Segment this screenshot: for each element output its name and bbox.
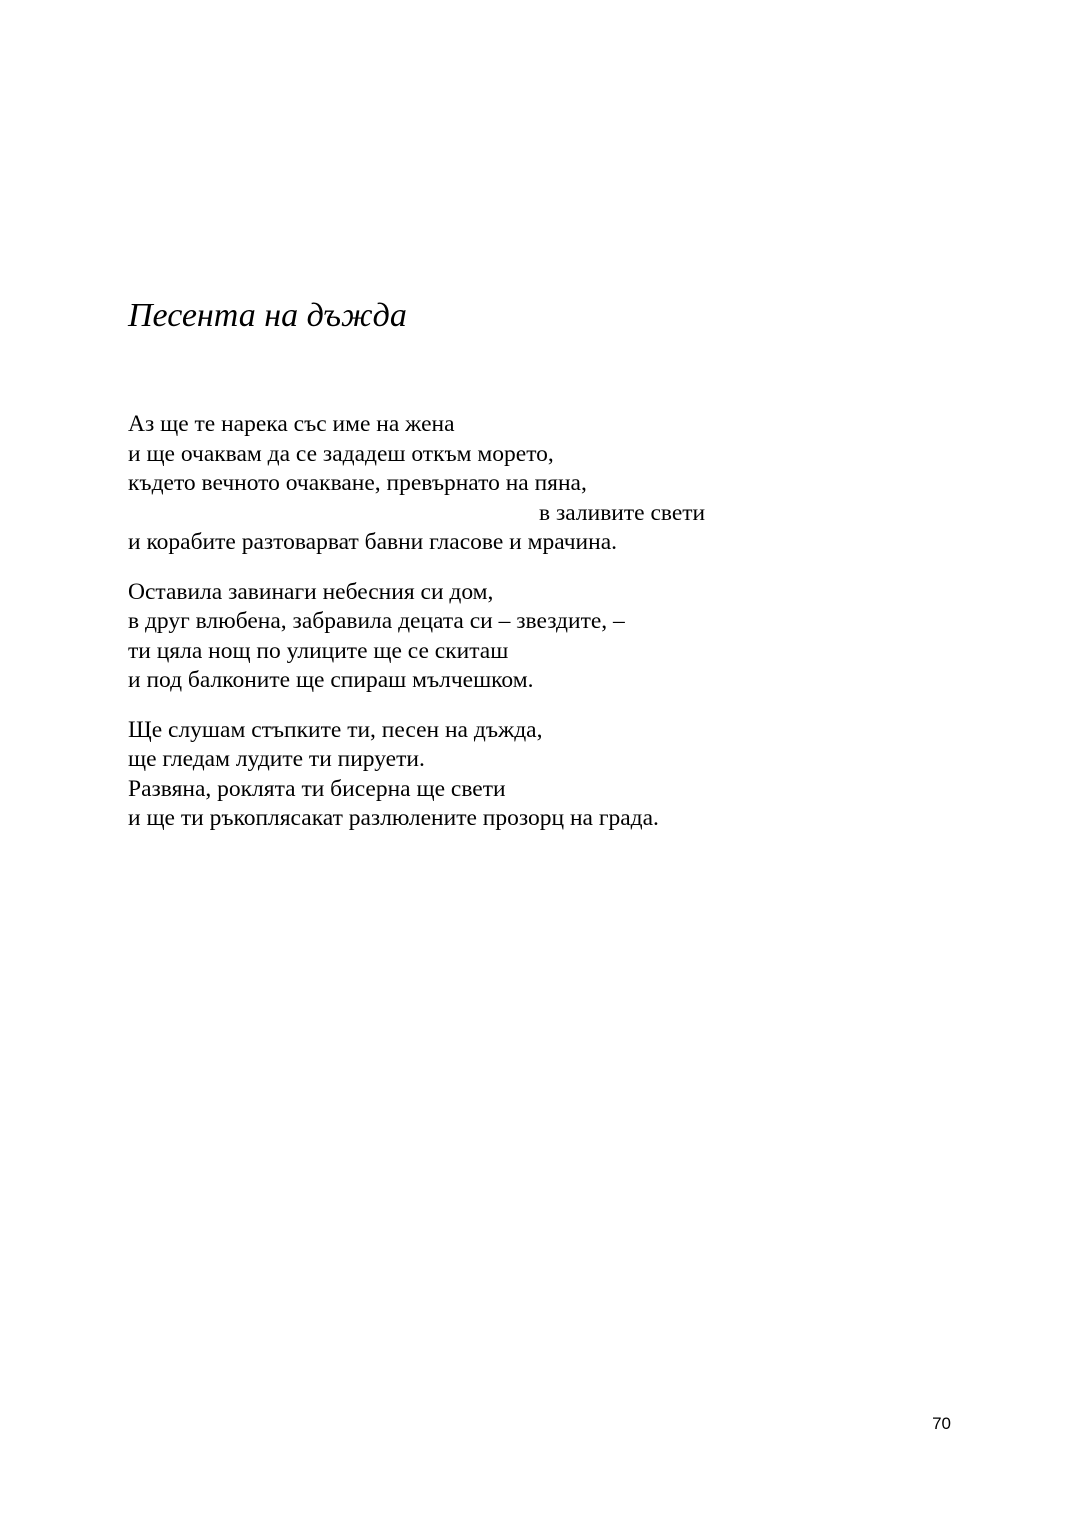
stanza-1 bbox=[128, 410, 828, 558]
poem-line: в друг влюбена, забравила децата си – звездите, – bbox=[128, 608, 625, 634]
poem-line: където вечното очакване, превърнато на пяна, bbox=[128, 470, 587, 496]
poem-line: Оставила завинаги небесния си дом, bbox=[128, 578, 494, 605]
poem-title: Песента на дъжда bbox=[128, 297, 407, 334]
poem-line: и ще очаквам да се зададеш откъм морето, bbox=[128, 440, 554, 467]
page-number: 70 bbox=[932, 1414, 951, 1433]
poem-line: Ще слушам стъпките ти, песен на дъжда, bbox=[128, 716, 543, 743]
poem-line: и под балконите ще спираш мълчешком. bbox=[128, 667, 534, 693]
poem-line: Развяна, роклята ти бисерна ще свети bbox=[128, 775, 506, 802]
poem-line: ще гледам лудите ти пируети. bbox=[128, 746, 425, 772]
stanza-2 bbox=[128, 578, 828, 696]
poem-line: и корабите разтоварват бавни гласове и мрачина. bbox=[128, 529, 618, 555]
poem-body bbox=[128, 410, 828, 854]
stanza-3 bbox=[128, 716, 828, 834]
poem-line: ти цяла нощ по улиците ще се скиташ bbox=[128, 637, 509, 664]
poem-line: Аз ще те нарека със име на жена bbox=[128, 411, 455, 437]
poem-line-indented: в заливите свети bbox=[539, 499, 706, 526]
poem-line: и ще ти ръкоплясакат разлюлените прозорц на града. bbox=[128, 805, 659, 831]
